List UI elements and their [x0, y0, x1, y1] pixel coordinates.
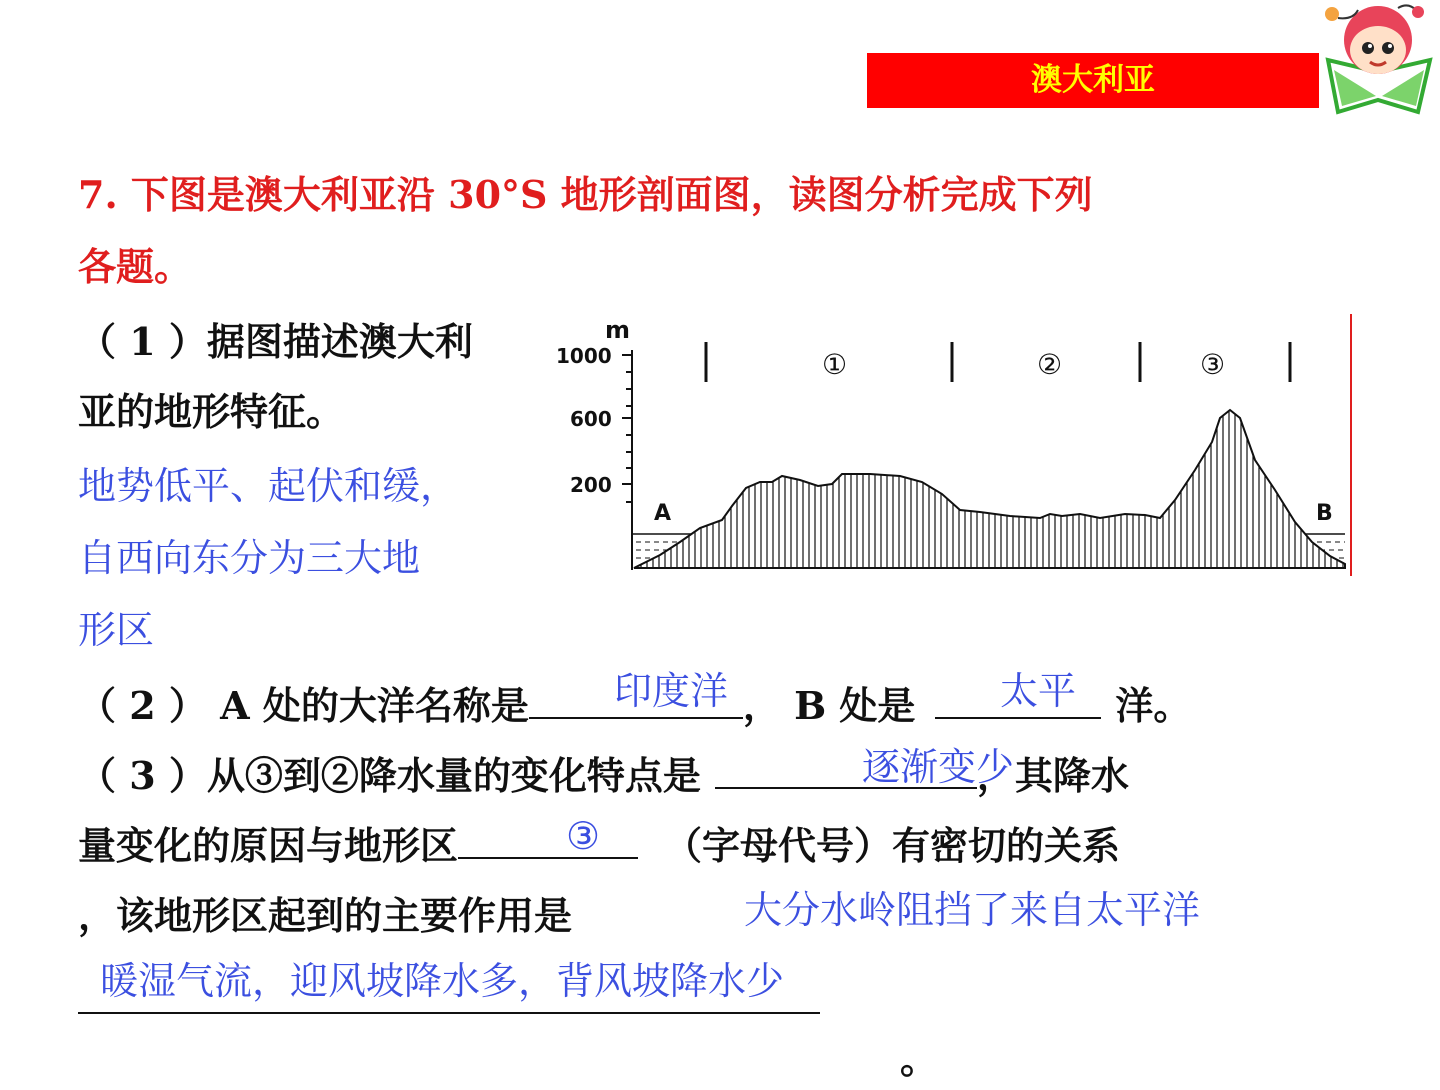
terrain-profile-shape	[634, 410, 1345, 568]
a2-indian-ocean: 印度洋	[614, 669, 729, 713]
question-title-line2: 各题。	[78, 244, 193, 289]
unit-label: m	[605, 316, 631, 344]
terrain-profile-diagram	[550, 310, 1370, 580]
region-2-label: ②	[1037, 348, 1063, 381]
a2-pacific: 太平	[1000, 669, 1077, 713]
q2-part3: 洋。	[1115, 683, 1192, 728]
q1-text-line2: 亚的地形特征。	[78, 389, 345, 434]
q1-text-line1: （ 1 ）据图描述澳大利	[78, 319, 473, 364]
q3-line2-part1: 量变化的原因与地形区	[78, 823, 459, 868]
q3-part1: （ 3 ）从③到②降水量的变化特点是	[78, 753, 701, 798]
question-title-line1: 7. 下图是澳大利亚沿 30°S 地形剖面图，读图分析完成下列	[78, 172, 1093, 217]
y-tick-1000: 1000	[556, 344, 612, 368]
a3-reason-line1: 大分水岭阻挡了来自太平洋	[744, 888, 1201, 932]
y-tick-600: 600	[570, 407, 612, 431]
q3-blank-region[interactable]	[458, 819, 638, 859]
a3-reason-line2: 暖湿气流，迎风坡降水多，背风坡降水少	[100, 959, 785, 1003]
point-B-label: B	[1316, 501, 1333, 526]
q2-part2: ， B 处是	[742, 683, 916, 728]
q2-part1: （ 2 ） A 处的大洋名称是	[78, 683, 529, 728]
a1-line2: 自西向东分为三大地	[78, 536, 421, 580]
region-1-label: ①	[822, 348, 848, 381]
q3-part2: ，其降水	[976, 753, 1129, 798]
cartoon-kid-with-book-icon	[1318, 0, 1440, 120]
banner-title: 澳大利亚	[1031, 62, 1155, 98]
q3-line3: ，该地形区起到的主要作用是	[78, 893, 573, 938]
a3-region: ③	[566, 814, 601, 858]
point-A-label: A	[654, 501, 672, 526]
a1-line3: 形区	[78, 608, 155, 652]
q3-blank-reason[interactable]	[78, 1012, 820, 1014]
y-tick-200: 200	[570, 473, 612, 497]
region-3-label: ③	[1200, 348, 1226, 381]
q3-end-period: 。	[900, 1037, 939, 1082]
q3-line2-part2: （字母代号）有密切的关系	[664, 823, 1121, 868]
a1-line1: 地势低平、起伏和缓，	[78, 464, 459, 508]
a3-trend: 逐渐变少	[862, 745, 1015, 789]
